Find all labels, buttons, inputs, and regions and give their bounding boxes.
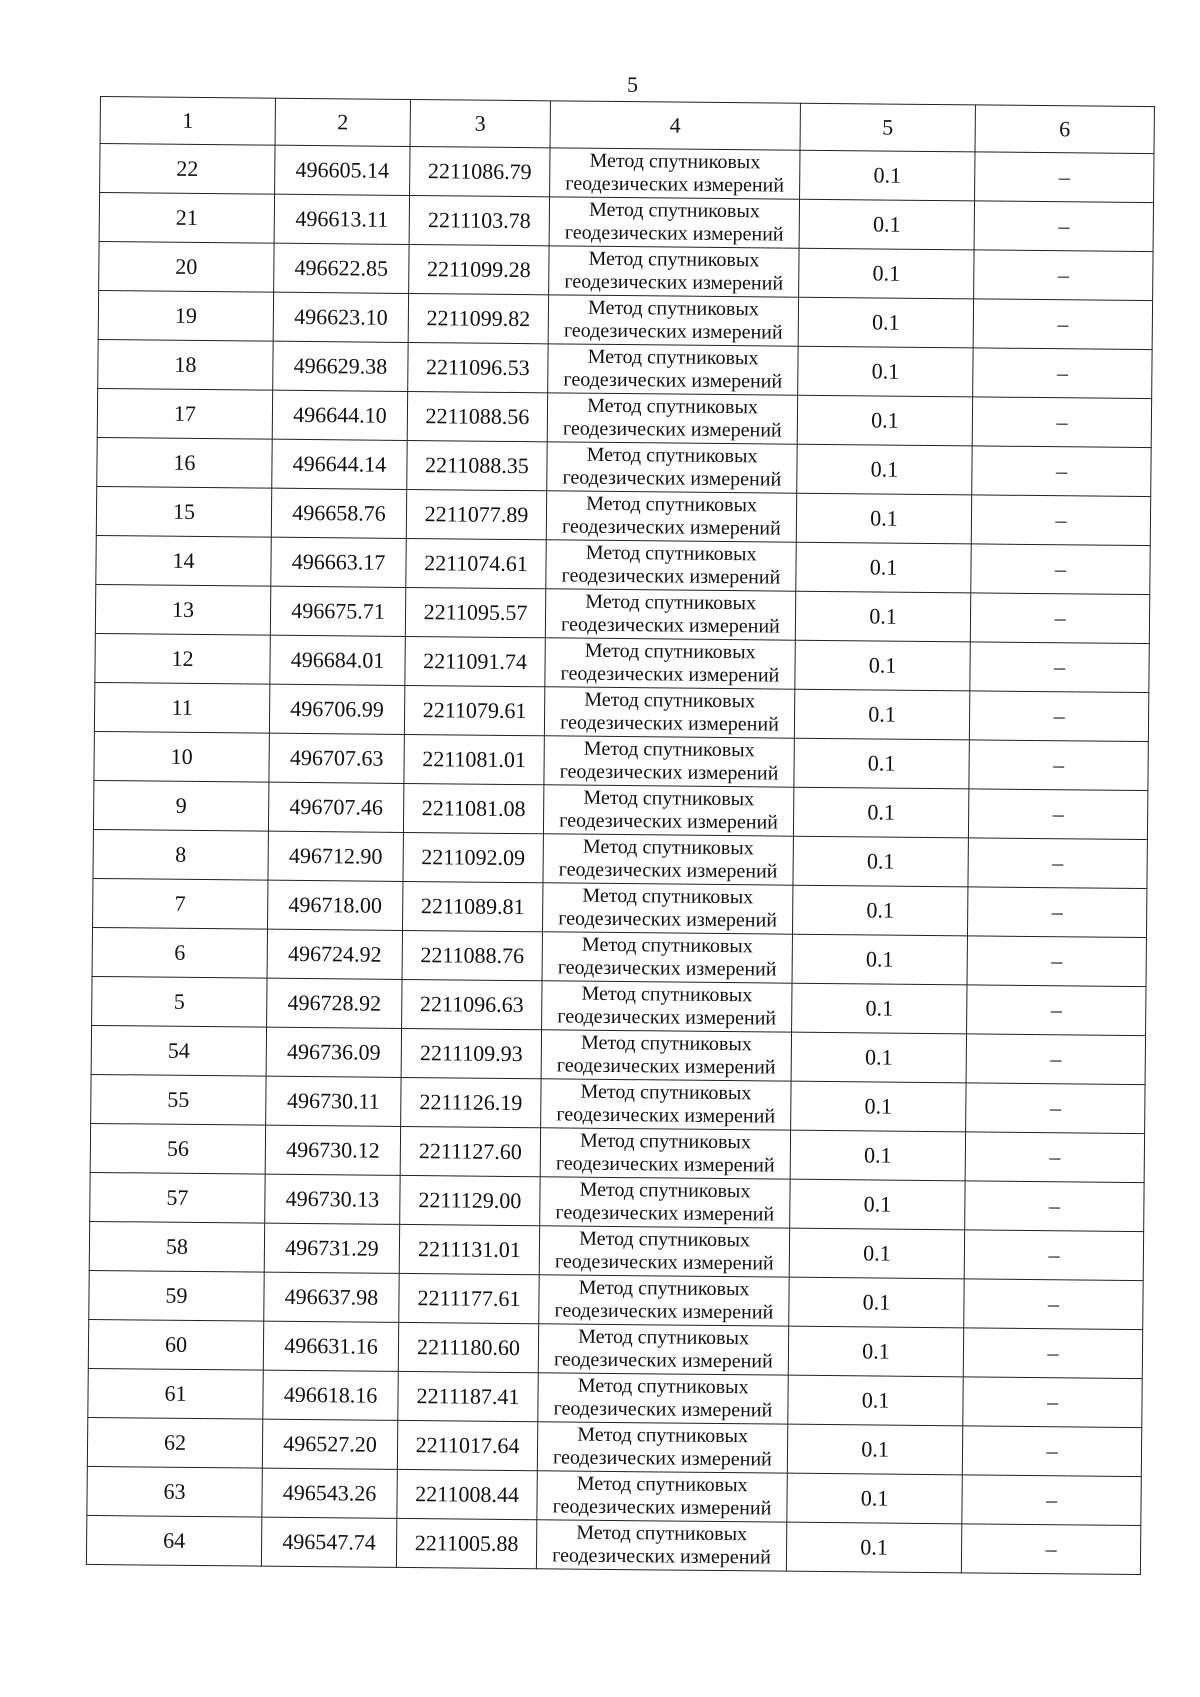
method-line-1: Метод спутниковых bbox=[579, 1227, 751, 1252]
accuracy-cell: 0.1 bbox=[788, 1326, 963, 1377]
y-coordinate-cell: 2211088.56 bbox=[407, 391, 547, 441]
method-cell bbox=[540, 1128, 790, 1179]
method-cell bbox=[549, 197, 799, 248]
method-line-1: Метод спутниковых bbox=[587, 296, 759, 321]
note-cell: – bbox=[970, 642, 1149, 693]
y-coordinate-cell: 2211103.78 bbox=[409, 195, 549, 245]
method-cell bbox=[543, 834, 793, 885]
note-cell: – bbox=[967, 887, 1146, 938]
point-number-cell: 61 bbox=[88, 1368, 263, 1419]
point-number-cell: 21 bbox=[99, 193, 274, 244]
method-cell bbox=[545, 589, 795, 640]
note-cell: – bbox=[974, 250, 1153, 301]
y-coordinate-cell: 2211096.53 bbox=[408, 342, 548, 392]
method-line-2: геодезических измерений bbox=[555, 1152, 775, 1177]
note-cell: – bbox=[962, 1475, 1141, 1526]
accuracy-cell: 0.1 bbox=[788, 1375, 963, 1426]
y-coordinate-cell: 2211081.01 bbox=[404, 734, 544, 784]
coordinates-table bbox=[86, 96, 1155, 1575]
method-cell bbox=[541, 1079, 791, 1130]
method-line-2: геодезических измерений bbox=[554, 1250, 774, 1275]
note-cell: – bbox=[962, 1426, 1141, 1477]
y-coordinate-cell: 2211074.61 bbox=[406, 538, 546, 588]
method-line-1: Метод спутниковых bbox=[587, 394, 759, 419]
accuracy-cell: 0.1 bbox=[789, 1277, 964, 1328]
point-number-cell: 17 bbox=[97, 388, 272, 439]
note-cell: – bbox=[971, 495, 1150, 546]
point-number-cell: 56 bbox=[90, 1123, 265, 1174]
method-line-2: геодезических измерений bbox=[555, 1201, 775, 1226]
y-coordinate-cell: 2211089.81 bbox=[403, 881, 543, 931]
x-coordinate-cell: 496644.10 bbox=[272, 390, 407, 440]
y-coordinate-cell: 2211008.44 bbox=[397, 1469, 537, 1519]
y-coordinate-cell: 2211180.60 bbox=[398, 1322, 538, 1372]
method-cell bbox=[548, 344, 798, 395]
method-cell bbox=[537, 1422, 787, 1473]
note-cell: – bbox=[966, 1034, 1145, 1085]
accuracy-cell: 0.1 bbox=[792, 885, 967, 936]
method-line-1: Метод спутниковых bbox=[587, 345, 759, 370]
y-coordinate-cell: 2211091.74 bbox=[405, 636, 545, 686]
note-cell: – bbox=[965, 1181, 1144, 1232]
method-cell bbox=[544, 687, 794, 738]
point-number-cell: 20 bbox=[99, 241, 274, 292]
note-cell: – bbox=[964, 1279, 1143, 1330]
x-coordinate-cell: 496731.29 bbox=[264, 1223, 399, 1273]
point-number-cell: 58 bbox=[89, 1221, 264, 1272]
accuracy-cell: 0.1 bbox=[791, 1081, 966, 1132]
method-line-1: Метод спутниковых bbox=[581, 933, 753, 958]
y-coordinate-cell: 2211127.60 bbox=[400, 1126, 540, 1176]
accuracy-cell: 0.1 bbox=[796, 493, 971, 544]
method-cell bbox=[547, 442, 797, 493]
method-cell bbox=[549, 246, 799, 297]
method-line-2: геодезических измерений bbox=[564, 270, 784, 295]
point-number-cell: 60 bbox=[88, 1319, 263, 1370]
method-cell bbox=[550, 148, 800, 199]
y-coordinate-cell: 2211077.89 bbox=[406, 489, 546, 539]
x-coordinate-cell: 496543.26 bbox=[262, 1468, 397, 1518]
point-number-cell: 6 bbox=[92, 927, 267, 978]
note-cell: – bbox=[963, 1328, 1142, 1379]
method-cell bbox=[540, 1177, 790, 1228]
point-number-cell: 13 bbox=[95, 584, 270, 635]
method-cell bbox=[537, 1471, 787, 1522]
x-coordinate-cell: 496658.76 bbox=[271, 488, 406, 538]
method-cell bbox=[536, 1520, 786, 1571]
note-cell: – bbox=[969, 691, 1148, 742]
note-cell: – bbox=[968, 838, 1147, 889]
y-coordinate-cell: 2211088.35 bbox=[407, 440, 547, 490]
method-line-1: Метод спутниковых bbox=[585, 590, 757, 615]
accuracy-cell: 0.1 bbox=[797, 444, 972, 495]
accuracy-cell: 0.1 bbox=[793, 787, 968, 838]
x-coordinate-cell: 496707.63 bbox=[269, 733, 404, 783]
header-col-1: 1 bbox=[100, 97, 275, 146]
method-cell bbox=[542, 981, 792, 1032]
method-line-2: геодезических измерений bbox=[561, 515, 781, 540]
point-number-cell: 63 bbox=[87, 1466, 262, 1517]
accuracy-cell: 0.1 bbox=[799, 199, 974, 250]
x-coordinate-cell: 496718.00 bbox=[268, 880, 403, 930]
note-cell: – bbox=[961, 1524, 1140, 1575]
y-coordinate-cell: 2211086.79 bbox=[410, 146, 550, 196]
x-coordinate-cell: 496730.13 bbox=[265, 1174, 400, 1224]
method-cell bbox=[544, 736, 794, 787]
method-line-2: геодезических измерений bbox=[557, 956, 777, 981]
method-line-2: геодезических измерений bbox=[560, 662, 780, 687]
y-coordinate-cell: 2211081.08 bbox=[403, 783, 543, 833]
accuracy-cell: 0.1 bbox=[792, 934, 967, 985]
method-line-1: Метод спутниковых bbox=[584, 639, 756, 664]
method-line-1: Метод спутниковых bbox=[582, 884, 754, 909]
method-line-1: Метод спутниковых bbox=[581, 982, 753, 1007]
method-line-2: геодезических измерений bbox=[558, 858, 778, 883]
method-line-2: геодезических измерений bbox=[554, 1299, 774, 1324]
y-coordinate-cell: 2211131.01 bbox=[399, 1224, 539, 1274]
x-coordinate-cell: 496623.10 bbox=[273, 292, 408, 342]
method-line-1: Метод спутниковых bbox=[588, 198, 760, 223]
x-coordinate-cell: 496712.90 bbox=[268, 831, 403, 881]
accuracy-cell: 0.1 bbox=[787, 1473, 962, 1524]
method-line-1: Метод спутниковых bbox=[589, 149, 761, 174]
header-col-6: 6 bbox=[975, 105, 1154, 154]
y-coordinate-cell: 2211126.19 bbox=[401, 1077, 541, 1127]
x-coordinate-cell: 496663.17 bbox=[271, 537, 406, 587]
x-coordinate-cell: 496629.38 bbox=[273, 341, 408, 391]
x-coordinate-cell: 496631.16 bbox=[263, 1321, 398, 1371]
method-line-2: геодезических измерений bbox=[565, 172, 785, 197]
x-coordinate-cell: 496605.14 bbox=[275, 145, 410, 195]
method-cell bbox=[542, 883, 792, 934]
header-col-2: 2 bbox=[275, 98, 410, 146]
x-coordinate-cell: 496730.11 bbox=[266, 1076, 401, 1126]
point-number-cell: 11 bbox=[94, 682, 269, 733]
method-line-1: Метод спутниковых bbox=[578, 1325, 750, 1350]
x-coordinate-cell: 496527.20 bbox=[262, 1419, 397, 1469]
x-coordinate-cell: 496618.16 bbox=[263, 1370, 398, 1420]
point-number-cell: 18 bbox=[98, 339, 273, 390]
method-line-2: геодезических измерений bbox=[552, 1446, 772, 1471]
method-line-2: геодезических измерений bbox=[558, 907, 778, 932]
note-cell: – bbox=[973, 348, 1152, 399]
point-number-cell: 8 bbox=[93, 829, 268, 880]
method-line-2: геодезических измерений bbox=[559, 760, 779, 785]
method-line-2: геодезических измерений bbox=[561, 564, 781, 589]
method-line-1: Метод спутниковых bbox=[577, 1423, 749, 1448]
point-number-cell: 64 bbox=[86, 1515, 261, 1566]
point-number-cell: 57 bbox=[90, 1172, 265, 1223]
y-coordinate-cell: 2211099.82 bbox=[408, 293, 548, 343]
method-cell bbox=[548, 295, 798, 346]
method-cell bbox=[541, 1030, 791, 1081]
page-number: 5 bbox=[627, 72, 638, 97]
x-coordinate-cell: 496706.99 bbox=[269, 684, 404, 734]
note-cell: – bbox=[963, 1377, 1142, 1428]
point-number-cell: 10 bbox=[94, 731, 269, 782]
method-line-1: Метод спутниковых bbox=[579, 1129, 751, 1154]
note-cell: – bbox=[966, 1083, 1145, 1134]
y-coordinate-cell: 2211088.76 bbox=[402, 930, 542, 980]
point-number-cell: 12 bbox=[95, 633, 270, 684]
method-line-1: Метод спутниковых bbox=[576, 1521, 748, 1546]
method-line-1: Метод спутниковых bbox=[584, 688, 756, 713]
y-coordinate-cell: 2211096.63 bbox=[402, 979, 542, 1029]
header-col-4: 4 bbox=[550, 101, 800, 150]
accuracy-cell: 0.1 bbox=[795, 640, 970, 691]
method-line-1: Метод спутниковых bbox=[582, 835, 754, 860]
method-line-2: геодезических измерений bbox=[553, 1397, 773, 1422]
point-number-cell: 59 bbox=[89, 1270, 264, 1321]
accuracy-cell: 0.1 bbox=[795, 591, 970, 642]
header-col-3: 3 bbox=[410, 99, 550, 147]
x-coordinate-cell: 496684.01 bbox=[270, 635, 405, 685]
note-cell: – bbox=[965, 1132, 1144, 1183]
note-cell: – bbox=[975, 152, 1154, 203]
point-number-cell: 7 bbox=[93, 878, 268, 929]
accuracy-cell: 0.1 bbox=[797, 395, 972, 446]
y-coordinate-cell: 2211187.41 bbox=[398, 1371, 538, 1421]
x-coordinate-cell: 496707.46 bbox=[268, 782, 403, 832]
header-col-5: 5 bbox=[800, 103, 975, 152]
y-coordinate-cell: 2211109.93 bbox=[401, 1028, 541, 1078]
y-coordinate-cell: 2211095.57 bbox=[405, 587, 545, 637]
y-coordinate-cell: 2211129.00 bbox=[400, 1175, 540, 1225]
method-line-1: Метод спутниковых bbox=[586, 492, 758, 517]
point-number-cell: 22 bbox=[100, 144, 275, 195]
x-coordinate-cell: 496644.14 bbox=[272, 439, 407, 489]
note-cell: – bbox=[972, 397, 1151, 448]
method-line-2: геодезических измерений bbox=[553, 1348, 773, 1373]
point-number-cell: 55 bbox=[91, 1074, 266, 1125]
accuracy-cell: 0.1 bbox=[793, 836, 968, 887]
note-cell: – bbox=[974, 201, 1153, 252]
point-number-cell: 14 bbox=[96, 535, 271, 586]
method-line-1: Метод спутниковых bbox=[576, 1472, 748, 1497]
method-cell bbox=[538, 1324, 788, 1375]
method-line-1: Метод спутниковых bbox=[579, 1178, 751, 1203]
note-cell: – bbox=[967, 985, 1146, 1036]
note-cell: – bbox=[973, 299, 1152, 350]
note-cell: – bbox=[967, 936, 1146, 987]
method-cell bbox=[546, 491, 796, 542]
note-cell: – bbox=[972, 446, 1151, 497]
method-line-2: геодезических измерений bbox=[564, 221, 784, 246]
point-number-cell: 5 bbox=[92, 976, 267, 1027]
method-line-1: Метод спутниковых bbox=[586, 443, 758, 468]
method-cell bbox=[546, 540, 796, 591]
note-cell: – bbox=[969, 740, 1148, 791]
method-line-1: Метод спутниковых bbox=[585, 541, 757, 566]
method-cell bbox=[547, 393, 797, 444]
accuracy-cell: 0.1 bbox=[798, 346, 973, 397]
method-line-2: геодезических измерений bbox=[562, 466, 782, 491]
accuracy-cell: 0.1 bbox=[798, 297, 973, 348]
point-number-cell: 19 bbox=[98, 290, 273, 341]
method-cell bbox=[538, 1373, 788, 1424]
point-number-cell: 62 bbox=[87, 1417, 262, 1468]
method-line-1: Метод спутниковых bbox=[583, 737, 755, 762]
method-line-2: геодезических измерений bbox=[560, 613, 780, 638]
point-number-cell: 16 bbox=[97, 437, 272, 488]
x-coordinate-cell: 496724.92 bbox=[267, 929, 402, 979]
method-line-2: геодезических измерений bbox=[563, 368, 783, 393]
x-coordinate-cell: 496613.11 bbox=[274, 194, 409, 244]
x-coordinate-cell: 496736.09 bbox=[266, 1027, 401, 1077]
method-line-2: геодезических измерений bbox=[562, 417, 782, 442]
point-number-cell: 9 bbox=[93, 780, 268, 831]
method-line-1: Метод спутниковых bbox=[578, 1276, 750, 1301]
method-line-1: Метод спутниковых bbox=[580, 1080, 752, 1105]
y-coordinate-cell: 2211099.28 bbox=[409, 244, 549, 294]
note-cell: – bbox=[964, 1230, 1143, 1281]
accuracy-cell: 0.1 bbox=[792, 983, 967, 1034]
note-cell: – bbox=[971, 544, 1150, 595]
note-cell: – bbox=[970, 593, 1149, 644]
point-number-cell: 15 bbox=[96, 486, 271, 537]
point-number-cell: 54 bbox=[91, 1025, 266, 1076]
y-coordinate-cell: 2211092.09 bbox=[403, 832, 543, 882]
accuracy-cell: 0.1 bbox=[799, 248, 974, 299]
accuracy-cell: 0.1 bbox=[794, 738, 969, 789]
method-line-2: геодезических измерений bbox=[556, 1103, 776, 1128]
x-coordinate-cell: 496675.71 bbox=[270, 586, 405, 636]
method-line-1: Метод спутниковых bbox=[583, 786, 755, 811]
y-coordinate-cell: 2211005.88 bbox=[396, 1518, 536, 1568]
x-coordinate-cell: 496637.98 bbox=[264, 1272, 399, 1322]
accuracy-cell: 0.1 bbox=[800, 150, 975, 201]
method-line-1: Метод спутниковых bbox=[588, 247, 760, 272]
accuracy-cell: 0.1 bbox=[790, 1179, 965, 1230]
method-cell bbox=[539, 1226, 789, 1277]
method-line-2: геодезических измерений bbox=[557, 1005, 777, 1030]
method-line-2: геодезических измерений bbox=[552, 1495, 772, 1520]
x-coordinate-cell: 496728.92 bbox=[267, 978, 402, 1028]
note-cell: – bbox=[968, 789, 1147, 840]
method-line-2: геодезических измерений bbox=[563, 319, 783, 344]
table-row bbox=[86, 1515, 1140, 1574]
method-cell bbox=[543, 785, 793, 836]
accuracy-cell: 0.1 bbox=[790, 1130, 965, 1181]
method-line-1: Метод спутниковых bbox=[577, 1374, 749, 1399]
accuracy-cell: 0.1 bbox=[791, 1032, 966, 1083]
method-line-2: геодезических измерений bbox=[560, 711, 779, 736]
x-coordinate-cell: 496547.74 bbox=[261, 1517, 396, 1567]
method-cell bbox=[539, 1275, 789, 1326]
table-body bbox=[86, 144, 1154, 1575]
accuracy-cell: 0.1 bbox=[787, 1424, 962, 1475]
method-line-1: Метод спутниковых bbox=[580, 1031, 752, 1056]
x-coordinate-cell: 496730.12 bbox=[265, 1125, 400, 1175]
method-cell bbox=[542, 932, 792, 983]
method-line-2: геодезических измерений bbox=[556, 1054, 776, 1079]
method-line-2: геодезических измерений bbox=[559, 809, 779, 834]
x-coordinate-cell: 496622.85 bbox=[274, 243, 409, 293]
accuracy-cell: 0.1 bbox=[789, 1228, 964, 1279]
y-coordinate-cell: 2211017.64 bbox=[397, 1420, 537, 1470]
accuracy-cell: 0.1 bbox=[796, 542, 971, 593]
method-cell bbox=[545, 638, 795, 689]
method-line-2: геодезических измерений bbox=[552, 1544, 771, 1569]
accuracy-cell: 0.1 bbox=[794, 689, 969, 740]
accuracy-cell: 0.1 bbox=[786, 1522, 961, 1573]
y-coordinate-cell: 2211177.61 bbox=[399, 1273, 539, 1323]
y-coordinate-cell: 2211079.61 bbox=[404, 685, 544, 735]
